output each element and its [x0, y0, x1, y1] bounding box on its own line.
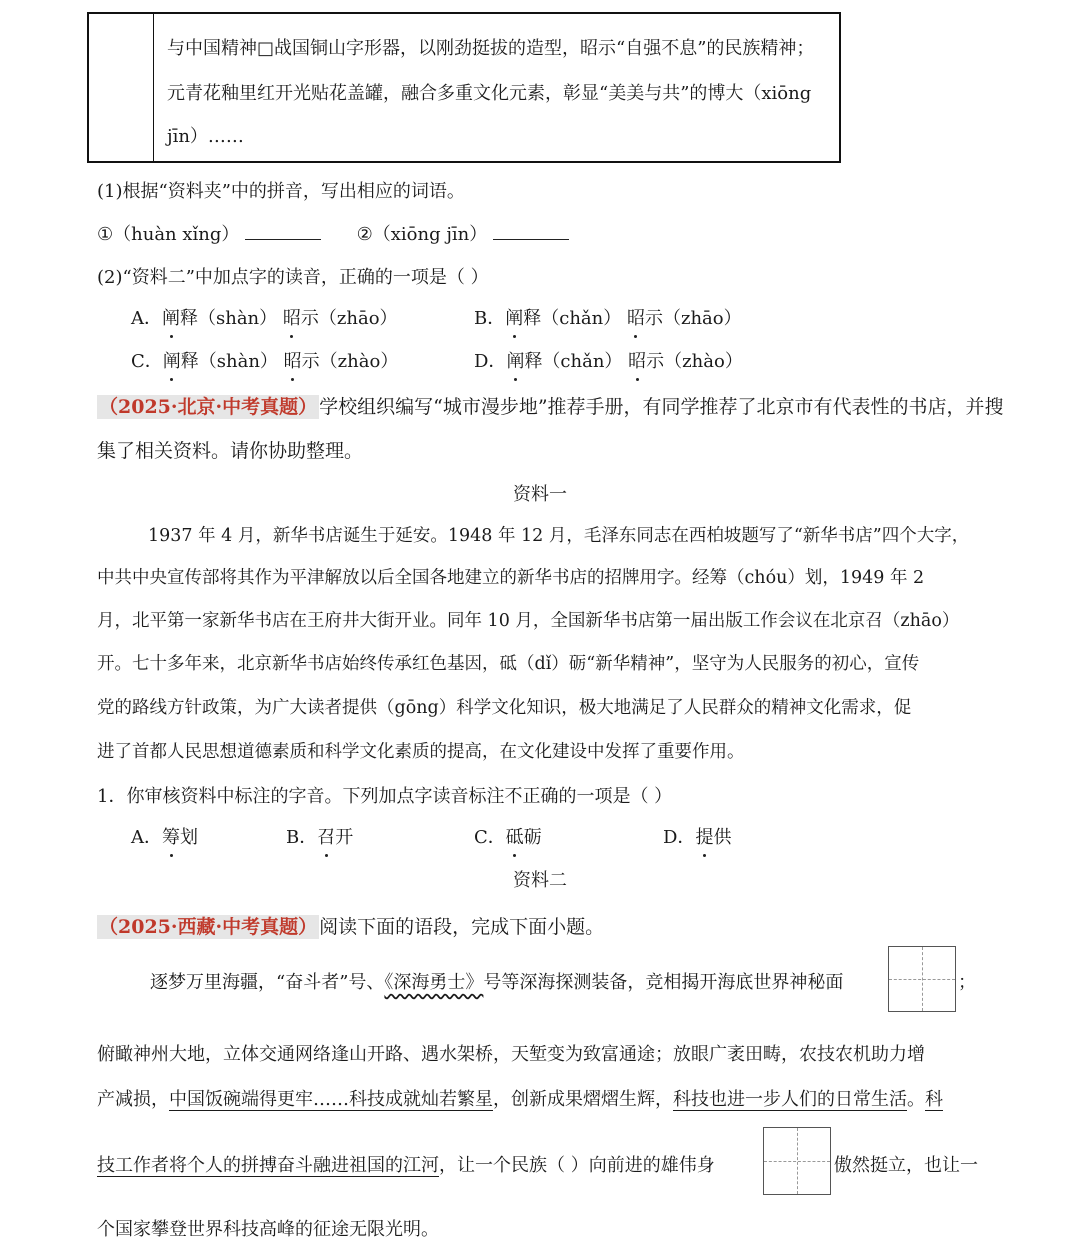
beijing-option-a[interactable]: [131, 823, 198, 849]
option-letter: B．: [474, 308, 506, 329]
material1-line-4: 开。七十多年来，北京新华书店始终传承红色基因，砥（dǐ）砺“新华精神”，坚守为人民服务的初心，宣传: [97, 654, 920, 674]
q2-option-b[interactable]: [474, 304, 742, 330]
underlined-text: 中国饭碗端得更牢: [169, 1089, 313, 1110]
q1-items: [97, 220, 569, 246]
beijing-option-c[interactable]: [474, 823, 542, 849]
option-letter: A．: [131, 308, 162, 329]
passage-line-2: 俯瞰神州大地，立体交通网络逢山开路、遇水架桥，天堑变为致富通途；放眼广袤田畴，农技农机助力增: [97, 1044, 925, 1065]
box-line-2: 元青花釉里红开光贴花盖罐，融合多重文化元素，彰显“美美与共”的博大（xiōng: [167, 83, 812, 104]
option-text: 开: [335, 827, 354, 848]
material1-line-3: 月，北平第一家新华书店在王府井大街开业。同年 10 月，全国新华书店第一届出版工作会议在北京召（zhāo）: [97, 611, 960, 631]
box-divider: [153, 14, 154, 161]
option-text: 示（zhāo）: [300, 308, 398, 329]
writing-grid-2[interactable]: [763, 1127, 831, 1195]
beijing-intro-line-1: [97, 392, 1004, 419]
beijing-intro-line-2: 集了相关资料。请你协助整理。: [97, 440, 364, 462]
dotted-char: 阐: [163, 347, 181, 373]
passage-line-4: [97, 1151, 715, 1177]
option-text: 释（chǎn）: [523, 308, 627, 329]
q2-option-d[interactable]: [474, 347, 743, 373]
box-line-3: jīn）……: [167, 126, 244, 147]
dotted-char: 筹: [162, 823, 180, 849]
dotted-char: 阐: [162, 304, 180, 330]
passage-line-3: [97, 1085, 943, 1111]
option-letter: C．: [131, 351, 163, 372]
option-text: 释（chǎn）: [524, 351, 629, 372]
option-letter: D．: [663, 827, 696, 848]
dotted-char: 昭: [284, 347, 302, 373]
dotted-char: 召: [317, 823, 335, 849]
intro-text: 学校组织编写“城市漫步地”推荐手册，有同学推荐了北京市有代表性的书店，并搜: [319, 396, 1004, 418]
material1-line-6: 进了首都人民思想道德素质和科学文化素质的提高，在文化建设中发挥了重要作用。: [97, 742, 745, 762]
option-text: 供: [713, 827, 732, 848]
option-text: 示（zhāo）: [644, 308, 742, 329]
answer-blank-1[interactable]: [245, 223, 321, 240]
option-letter: C．: [474, 827, 506, 848]
passage-text: 逐梦万里海疆，“奋斗者”号、: [150, 972, 385, 993]
underlined-text: 技工作者将个人的拼搏奋斗融进祖国的江河: [97, 1155, 439, 1176]
beijing-option-d[interactable]: [663, 823, 731, 849]
material-box: [87, 12, 841, 163]
q1-item-1: ①（huàn xǐng）: [97, 224, 240, 245]
dotted-char: 昭: [628, 347, 646, 373]
dotted-char: 提: [695, 823, 713, 849]
option-text: 释（shàn）: [180, 308, 283, 329]
beijing-question: 1．你审核资料中标注的字音。下列加点字读音标注不正确的一项是（ ）: [97, 786, 673, 807]
option-text: 示（zhào）: [646, 351, 743, 372]
passage-text: ，让一个民族（ ）向前进的雄伟身: [439, 1155, 715, 1176]
wavy-underlined-text: 《深海勇士》: [384, 972, 484, 993]
option-text: 划: [180, 827, 198, 848]
option-text: 示（zhào）: [301, 351, 399, 372]
material1-line-2: 中共中央宣传部将其作为平津解放以后全国各地建立的新华书店的招牌用字。经筹（chóu）划，1949 年 2: [97, 568, 925, 588]
intro-text: 阅读下面的语段，完成下面小题。: [319, 916, 605, 938]
beijing-option-b[interactable]: [286, 823, 353, 849]
xizang-intro: [97, 912, 604, 939]
section-heading-1: 资料一: [513, 484, 567, 505]
option-letter: A．: [131, 827, 162, 848]
source-tag: （2025·北京·中考真题）: [99, 396, 318, 418]
material1-line-1: 1937 年 4 月，新华书店诞生于延安。1948 年 12 月，毛泽东同志在西柏坡题写了“新华书店”四个大字，: [148, 526, 970, 546]
writing-grid-1[interactable]: [888, 946, 956, 1012]
dotted-char: 昭: [627, 304, 645, 330]
q1-item-2: ②（xiōng jīn）: [356, 224, 488, 245]
passage-line-1-end: ；: [958, 972, 976, 993]
dotted-char: 阐: [505, 304, 523, 330]
box-line-1: 与中国精神□战国铜山字形器，以刚劲挺拔的造型，昭示“自强不息”的民族精神；: [167, 38, 815, 59]
passage-line-1: [150, 968, 843, 994]
dotted-char: 阐: [506, 347, 524, 373]
dotted-char: 昭: [283, 304, 301, 330]
q2-prompt: (2)“资料二”中加点字的读音，正确的一项是（ ）: [97, 267, 489, 288]
q2-option-a[interactable]: [131, 304, 398, 330]
underlined-text: 科: [925, 1089, 943, 1110]
underlined-text: ……: [313, 1089, 349, 1110]
material1-line-5: 党的路线方针政策，为广大读者提供（gōng）科学文化知识，极大地满足了人民群众的精神文化需求，促: [97, 698, 912, 718]
dotted-char: 砥: [506, 823, 524, 849]
underlined-text: 科技成就灿若繁星: [349, 1089, 493, 1110]
section-heading-2: 资料二: [513, 870, 567, 891]
passage-text: 号等深海探测装备，竞相揭开海底世界神秘面: [483, 972, 844, 993]
passage-text: 。: [907, 1089, 925, 1110]
option-text: 砺: [523, 827, 542, 848]
answer-blank-2[interactable]: [493, 223, 569, 240]
passage-line-5: 个国家攀登世界科技高峰的征途无限光明。: [97, 1219, 439, 1240]
passage-text: 产减损，: [97, 1089, 169, 1110]
source-tag: （2025·西藏·中考真题）: [99, 916, 318, 938]
passage-line-4-end: 傲然挺立，也让一: [834, 1155, 978, 1176]
passage-text: ，创新成果熠熠生辉，: [493, 1089, 673, 1110]
option-letter: B．: [286, 827, 318, 848]
q2-option-c[interactable]: [131, 347, 398, 373]
option-text: 释（shàn）: [180, 351, 284, 372]
underlined-text: 科技也进一步人们的日常生活: [673, 1089, 907, 1110]
q1-prompt: (1)根据“资料夹”中的拼音，写出相应的词语。: [97, 181, 465, 202]
option-letter: D．: [474, 351, 507, 372]
